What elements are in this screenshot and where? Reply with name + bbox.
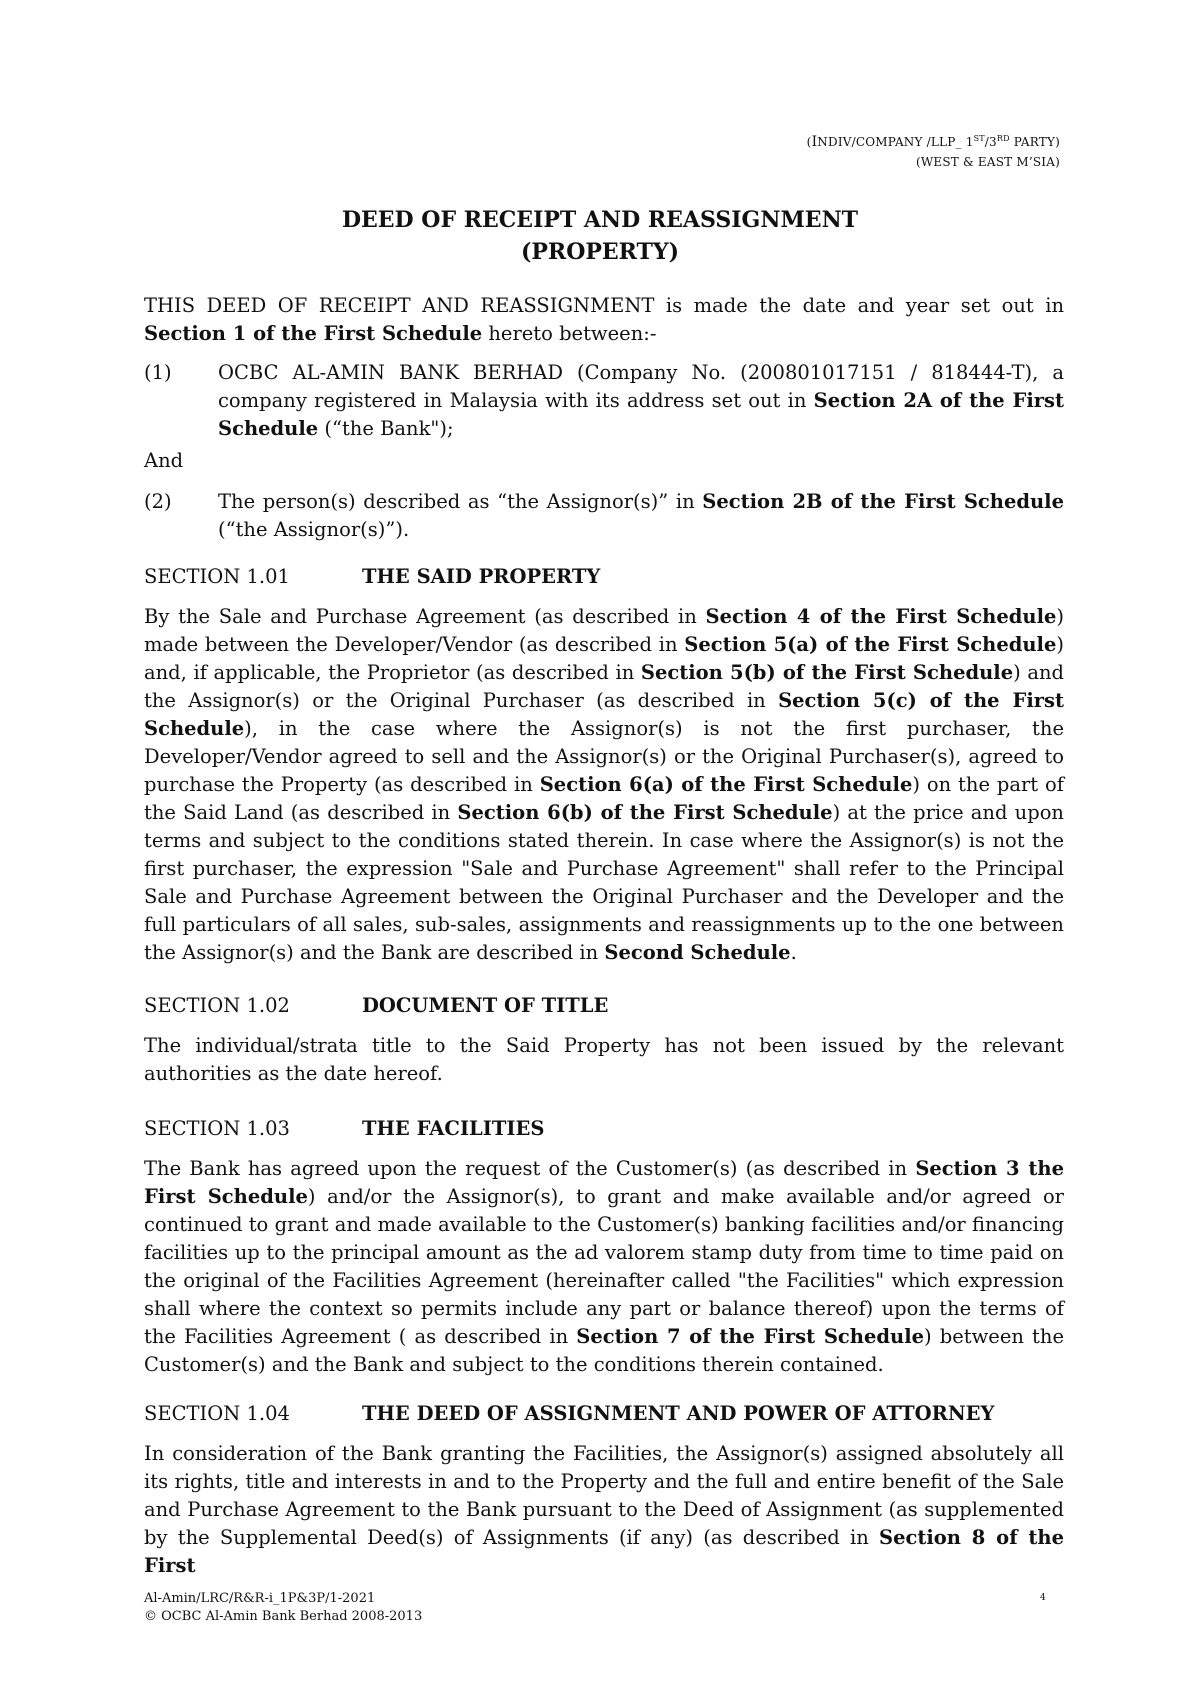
footer-reference: Al-Amin/LRC/R&R-i_1P&3P/1-2021 [144, 1591, 376, 1606]
text-run: . [790, 941, 797, 964]
title-line-2: (PROPERTY) [520, 239, 680, 265]
text-run: ), in the case where the Assignor(s) is not the first purchaser, the Developer/Vendor agreed to sell and the Assignor(s) or the Original Purchaser(s), agreed to purchase the Property (as described in [144, 717, 1064, 796]
section-title: THE SAID PROPERTY [362, 565, 601, 588]
section-title: THE FACILITIES [362, 1117, 545, 1140]
and-connector: And [144, 449, 184, 472]
bold-reference: Section 2A of the First Schedule [218, 389, 1065, 440]
section-label: SECTION 1.02 [144, 994, 290, 1017]
section-label: SECTION 1.03 [144, 1117, 290, 1140]
title-line-1: DEED OF RECEIPT AND REASSIGNMENT [341, 207, 859, 233]
bold-reference: Section 5(c) of the First Schedule [144, 689, 1064, 740]
page-footer [144, 1590, 422, 1626]
section-heading [144, 992, 608, 1020]
section-body [144, 603, 1064, 967]
classification-line-1: (INDIV/COMPANY /LLP_ 1ST/3RD PARTY) [806, 134, 1060, 150]
text-run: THIS DEED OF RECEIPT AND REASSIGNMENT is made the date and year set out in [144, 294, 1064, 317]
text-run: The individual/strata title to the Said Property has not been issued by the relevant authorities as the date hereof. [144, 1034, 1064, 1085]
section-heading [144, 1115, 544, 1143]
bold-reference: Section 8 of the First [144, 1526, 1064, 1577]
section-title: THE DEED OF ASSIGNMENT AND POWER OF ATTORNEY [362, 1402, 995, 1425]
party-number: (1) [144, 361, 172, 384]
bold-reference: Section 6(b) of the First Schedule [457, 801, 833, 824]
text-run: hereto between:- [482, 322, 657, 345]
text-run: By the Sale and Purchase Agreement (as described in [144, 605, 706, 628]
text-run: ) and the Assignor(s) or the Original Purchaser (as described in [144, 661, 1064, 712]
text-run: The person(s) described as “the Assignor(s)” in [218, 490, 703, 513]
party-text [218, 359, 1064, 443]
bold-reference: Section 3 the First Schedule [144, 1157, 1065, 1208]
document-classification [807, 132, 1060, 172]
bold-reference: Section 6(a) of the First Schedule [539, 773, 913, 796]
document-title [0, 204, 1200, 268]
section-body [144, 1155, 1064, 1379]
text-run: ) and, if applicable, the Proprietor (as described in [144, 633, 1064, 684]
bold-reference: Second Schedule [604, 941, 791, 964]
bold-reference: Section 4 of the First Schedule [705, 605, 1057, 628]
section-title: DOCUMENT OF TITLE [362, 994, 609, 1017]
bold-reference: Section 1 of the First Schedule [144, 322, 483, 345]
section-label: SECTION 1.01 [144, 565, 290, 588]
section-body [144, 1440, 1064, 1580]
text-run: ) and/or the Assignor(s), to grant and make available and/or agreed or continued to grant and made available to the Customer(s) banking facilities and/or financing facilities up to the principal amount as the ad valorem stamp duty from time to time paid on the original of the Facilities Agreement (hereinafter called "the Facilities" which expression shall where the context so permits include any part or balance thereof) upon the terms of the Facilities Agreement ( as described in [144, 1185, 1065, 1348]
text-run: (“the Assignor(s)”). [218, 518, 410, 541]
party-text [218, 488, 1064, 544]
classification-line-2: (WEST & EAST M’SIA) [916, 155, 1060, 169]
footer-copyright: © OCBC Al-Amin Bank Berhad 2008-2013 [144, 1609, 423, 1624]
page-number: 4 [1040, 1593, 1046, 1603]
section-label: SECTION 1.04 [144, 1402, 290, 1425]
text-run: ) on the part of the Said Land (as described in [144, 773, 1064, 824]
intro-paragraph [144, 292, 1064, 348]
text-run: OCBC AL-AMIN BANK BERHAD (Company No. (200801017151 / 818444-T), a company registered in Malaysia with its address set out in [218, 361, 1064, 412]
party-number: (2) [144, 490, 172, 513]
section-body [144, 1032, 1064, 1088]
bold-reference: Section 5(b) of the First Schedule [640, 661, 1014, 684]
bold-reference: Section 5(a) of the First Schedule [684, 633, 1057, 656]
text-run: The Bank has agreed upon the request of the Customer(s) (as described in [144, 1157, 916, 1180]
bold-reference: Section 2B of the First Schedule [702, 490, 1064, 513]
party-item [144, 488, 1064, 544]
section-heading [144, 1400, 994, 1428]
text-run: ) between the Customer(s) and the Bank and subject to the conditions therein contained. [144, 1325, 1064, 1376]
section-heading [144, 563, 600, 591]
text-run: ) made between the Developer/Vendor (as described in [144, 605, 1064, 656]
text-run: (“the Bank"); [318, 417, 454, 440]
bold-reference: Section 7 of the First Schedule [576, 1325, 925, 1348]
text-run: ) at the price and upon terms and subject to the conditions stated therein. In case where the Assignor(s) is not the first purchaser, the expression "Sale and Purchase Agreement" shall refer to the Principal Sale and Purchase Agreement between the Original Purchaser and the Developer and the full particulars of all sales, sub-sales, assignments and reassignments up to the one between the Assignor(s) and the Bank are described in [144, 801, 1064, 964]
text-run: In consideration of the Bank granting the Facilities, the Assignor(s) assigned absolutely all its rights, title and interests in and to the Property and the full and entire benefit of the Sale and Purchase Agreement to the Bank pursuant to the Deed of Assignment (as supplemented by the Supplemental Deed(s) of Assignments (if any) (as described in [144, 1442, 1064, 1549]
party-item [144, 359, 1064, 443]
